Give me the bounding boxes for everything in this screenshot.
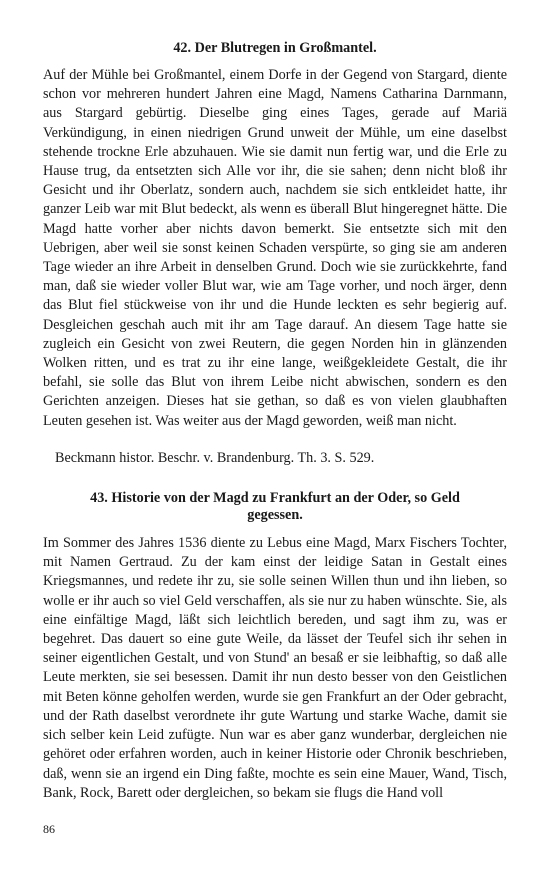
section-43-text: Im Sommer des Jahres 1536 diente zu Lebus eine Magd, Marx Fischers Tochter, mit Namen Gertraud. Zu der kam einst der leidige Satan in Gestalt eines Kriegsmannes, und redete ihr zu, sie solle seinen Willen thun und ihn lieben, so wolle er ihr auch so viel Geld verschaffen, als sie nur zu haben wünschte. Sie, als eine einfältige Magd, läßt sich leichtlich bereden, und sagt ihm zu, was er begehret. Das dauert so eine gute Weile, da lässet der Teufel sich ihr sehen in seiner eigentlichen Gestalt, und von Stund' an besaß er sie leibhaftig, so daß alle Leute merkten, sie sei besessen. Damit ihr nun desto besser von den Geistlichen mit Beten könne geholfen werden, wurde sie gen Frankfurt an der Oder gebracht, und der Rath daselbst verordnete ihr gute Wartung und starke Wache, damit sie sich selber kein Leid zufügte. Nun war es aber ganz wunderbar, dergleichen nie gehöret oder erfahren worden, auch in keiner Historie oder Chronik beschrieben, daß, wenn sie an irgend ein Ding faßte, mochte es sein eine Mauer, Wand, Tisch, Bank, Rock, Barett oder dergleichen, so bekam sie flugs die Hand voll [43,535,507,801]
page-number: 86 [43,822,55,836]
book-page [43,40,507,803]
section-42-text: Auf der Mühle bei Großmantel, einem Dorfe in der Gegend von Stargard, diente schon vor mehreren hundert Jahren eine Magd, Namens Catharina Darnmann, aus Stargard gebürtig. Dieselbe ging eines Tages, gerade auf Mariä Verkündigung, in einen niedrigen Grund unweit der Mühle, um eine daselbst stehende trockne Erle abzuhauen. Wie sie damit nun fertig war, und die Erle zu Hause trug, da entsetzten sich Alle vor ihr, die sie sahen; denn nicht bloß ihr Gesicht und ihr Oberlatz, sondern auch, nachdem sie sich entkleidet hatte, ihr ganzer Leib war mit Blut bedeckt, als wenn es überall Blut hingeregnet hätte. Die Magd hatte vorher aber nichts davon bemerkt. Sie entsetzte sich mit den Uebrigen, aber weil sie sonst keinen Schaden verspürte, so ging sie am anderen Tage wieder an ihre Arbeit in denselben Grund. Doch wie sie zurückkehrte, fand man, daß sie wieder voller Blut war, wie am Tage vorher, und noch ärger, denn das Blut fiel stückweise von ihr und die Hunde leckten es sehr begierig auf. Desgleichen geschah auch mit ihr am Tage darauf. An diesem Tage hatte sie zugleich ein Gesicht von zwei Reutern, die gegen Norden hin in glänzenden Wolken ritten, und es trat zu ihr eine lange, weißgekleidete Gestalt, die ihr befahl, sie solle das Blut von ihrem Leibe nicht abwischen, sondern es den Gerichten anzeigen. Dieses hat sie gethan, so daß es von vielen glaubhaften Leuten gesehen ist. Was weiter aus der Magd geworden, weiß man nicht. [43,67,507,429]
section-42-source: Beckmann histor. Beschr. v. Brandenburg. Th. 3. S. 529. [55,449,375,466]
section-43-title: 43. Historie von der Magd zu Frankfurt an der Oder, so Geld gegessen. [90,490,460,524]
section-42-title: 42. Der Blutregen in Großmantel. [173,40,377,56]
